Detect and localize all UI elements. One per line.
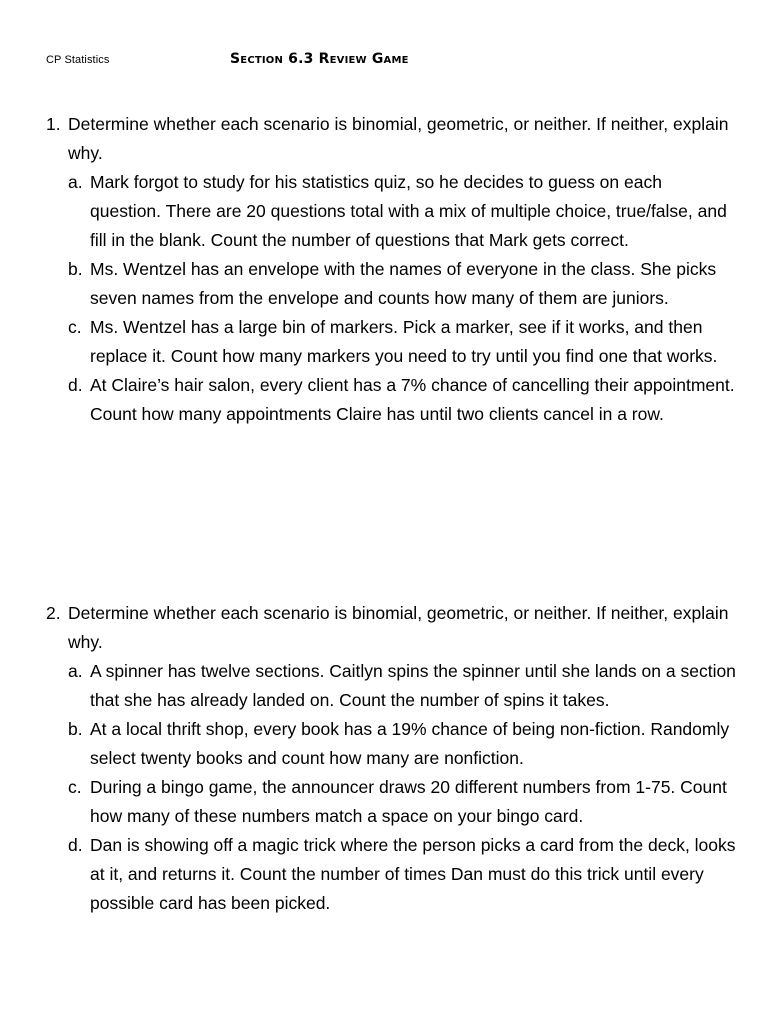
question-prompt: Determine whether each scenario is binomial, geometric, or neither. If neither, explain why. [68, 603, 729, 652]
sub-question-text: Ms. Wentzel has a large bin of markers. Pick a marker, see if it works, and then replace it. Count how many markers you need to try until you find one that works. [90, 317, 718, 366]
sub-question-1c [46, 313, 736, 371]
sub-question-1d [46, 371, 736, 429]
question-number: 2. [46, 603, 61, 623]
sub-question-text: Dan is showing off a magic trick where the person picks a card from the deck, looks at it, and returns it. Count the number of times Dan must do this trick until every possible card has been picked. [90, 835, 736, 913]
sub-question-text: At a local thrift shop, every book has a 19% chance of being non-fiction. Randomly select twenty books and count how many are nonfiction. [90, 719, 730, 768]
sub-question-text: During a bingo game, the announcer draws 20 different numbers from 1-75. Count how many of these numbers match a space on your bingo card. [90, 777, 727, 826]
sub-question-letter: a. [68, 172, 83, 192]
sub-question-1a [46, 168, 736, 255]
sub-question-list [46, 657, 736, 918]
sub-question-letter: b. [68, 259, 83, 279]
sub-question-text: Mark forgot to study for his statistics quiz, so he decides to guess on each question. There are 20 questions total with a mix of multiple choice, true/false, and fill in the blank. Count the number of questions that Mark gets correct. [90, 172, 727, 250]
question-prompt-row [46, 599, 736, 657]
sub-question-letter: d. [68, 375, 83, 395]
sub-question-text: A spinner has twelve sections. Caitlyn spins the spinner until she lands on a section that she has already landed on. Count the number of spins it takes. [90, 661, 736, 710]
sub-question-text: At Claire’s hair salon, every client has a 7% chance of cancelling their appointment. Count how many appointments Claire has until two clients cancel in a row. [90, 375, 735, 424]
sub-question-letter: b. [68, 719, 83, 739]
question-1 [46, 110, 736, 429]
sub-question-letter: a. [68, 661, 83, 681]
question-number: 1. [46, 114, 61, 134]
sub-question-2d [46, 831, 736, 918]
sub-question-1b [46, 255, 736, 313]
sub-question-letter: d. [68, 835, 83, 855]
course-name: CP Statistics [46, 54, 110, 66]
sub-question-letter: c. [68, 777, 82, 797]
sub-question-list [46, 168, 736, 429]
question-2 [46, 599, 736, 918]
sub-question-2c [46, 773, 736, 831]
sub-question-letter: c. [68, 317, 82, 337]
question-prompt-row [46, 110, 736, 168]
sub-question-text: Ms. Wentzel has an envelope with the names of everyone in the class. She picks seven names from the envelope and counts how many of them are juniors. [90, 259, 717, 308]
sub-question-2b [46, 715, 736, 773]
page-title: Section 6.3 Review Game [230, 51, 409, 67]
question-prompt: Determine whether each scenario is binomial, geometric, or neither. If neither, explain why. [68, 114, 729, 163]
sub-question-2a [46, 657, 736, 715]
